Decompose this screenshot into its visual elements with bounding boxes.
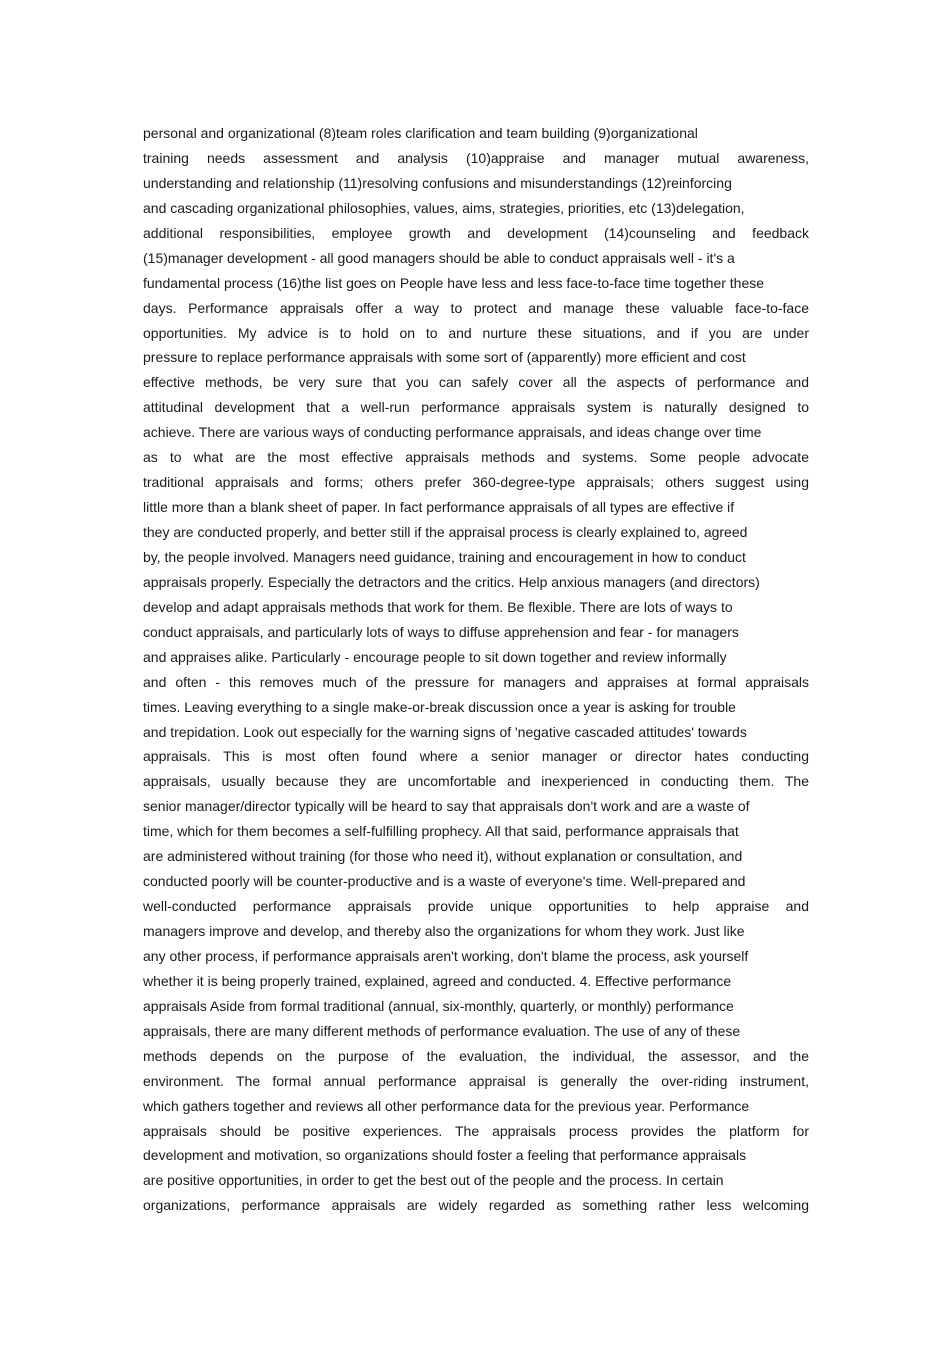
- text-line: and often - this removes much of the pressure for managers and appraises at formal appraisals: [143, 673, 809, 690]
- text-line: methods depends on the purpose of the evaluation, the individual, the assessor, and the: [143, 1047, 809, 1064]
- text-line: organizations, performance appraisals are widely regarded as something rather less welcoming: [143, 1197, 809, 1214]
- text-line: they are conducted properly, and better still if the appraisal process is clearly explained to, agreed: [143, 524, 748, 540]
- text-line: whether it is being properly trained, explained, agreed and conducted. 4. Effective performance: [143, 972, 732, 989]
- text-line: are administered without training (for those who need it), without explanation or consultation, and: [143, 848, 743, 865]
- text-line: as to what are the most effective appraisals methods and systems. Some people advocate: [143, 449, 809, 466]
- text-line: effective methods, be very sure that you can safely cover all the aspects of performance and: [143, 374, 809, 391]
- text-line: senior manager/director typically will be heard to say that appraisals don't work and are a waste of: [143, 798, 750, 815]
- text-line: traditional appraisals and forms; others prefer 360-degree-type appraisals; others suggest using: [143, 474, 809, 491]
- text-line: opportunities. My advice is to hold on to and nurture these situations, and if you are under: [143, 324, 809, 341]
- text-line: managers improve and develop, and thereby also the organizations for whom they work. Just like: [143, 923, 745, 939]
- text-line: environment. The formal annual performance appraisal is generally the over-riding instrument,: [143, 1072, 809, 1089]
- text-line: little more than a blank sheet of paper. In fact performance appraisals of all types are effective if: [143, 499, 735, 516]
- text-line: pressure to replace performance appraisals with some sort of (apparently) more efficient and cost: [143, 349, 746, 366]
- text-line: any other process, if performance appraisals aren't working, don't blame the process, ask yourself: [143, 947, 749, 964]
- text-line: appraisals properly. Especially the detractors and the critics. Help anxious managers (and directors): [143, 573, 760, 590]
- text-line: achieve. There are various ways of conducting performance appraisals, and ideas change over time: [143, 424, 762, 441]
- text-line: (15)manager development - all good managers should be able to conduct appraisals well - it's a: [143, 249, 735, 266]
- text-line: days. Performance appraisals offer a way to protect and manage these valuable face-to-face: [143, 299, 809, 316]
- text-line: which gathers together and reviews all other performance data for the previous year. Performance: [143, 1097, 750, 1114]
- text-line: appraisals Aside from formal traditional (annual, six-monthly, quarterly, or monthly) performance: [143, 997, 734, 1014]
- text-line: by, the people involved. Managers need guidance, training and encouragement in how to conduct: [143, 548, 746, 565]
- text-line: training needs assessment and analysis (10)appraise and manager mutual awareness,: [143, 149, 809, 166]
- text-line: development and motivation, so organizations should foster a feeling that performance appraisals: [143, 1147, 747, 1164]
- text-line: additional responsibilities, employee growth and development (14)counseling and feedback: [143, 224, 809, 241]
- text-line: appraisals should be positive experiences. The appraisals process provides the platform for: [143, 1122, 809, 1139]
- text-line: understanding and relationship (11)resolving confusions and misunderstandings (12)reinforcing: [143, 174, 732, 191]
- text-line: personal and organizational (8)team roles clarification and team building (9)organizational: [143, 125, 698, 141]
- text-line: and appraises alike. Particularly - encourage people to sit down together and review informally: [143, 648, 727, 665]
- text-line: conduct appraisals, and particularly lots of ways to diffuse apprehension and fear - for managers: [143, 623, 739, 640]
- text-line: time, which for them becomes a self-fulfilling prophecy. All that said, performance appraisals that: [143, 823, 739, 840]
- text-line: well-conducted performance appraisals provide unique opportunities to help appraise and: [143, 898, 809, 915]
- text-line: develop and adapt appraisals methods that work for them. Be flexible. There are lots of ways to: [143, 598, 733, 615]
- text-line: and trepidation. Look out especially for the warning signs of 'negative cascaded attitudes' towards: [143, 723, 747, 740]
- text-line: appraisals. This is most often found where a senior manager or director hates conducting: [143, 748, 809, 765]
- text-line: attitudinal development that a well-run performance appraisals system is naturally designed to: [143, 399, 809, 416]
- text-line: times. Leaving everything to a single make-or-break discussion once a year is asking for trouble: [143, 698, 736, 715]
- text-line: appraisals, usually because they are uncomfortable and inexperienced in conducting them. The: [143, 773, 809, 790]
- text-line: and cascading organizational philosophies, values, aims, strategies, priorities, etc (13)delegation,: [143, 199, 745, 216]
- text-line: fundamental process (16)the list goes on People have less and less face-to-face time together these: [143, 274, 765, 291]
- text-line: appraisals, there are many different methods of performance evaluation. The use of any of these: [143, 1022, 741, 1039]
- body-text: [143, 121, 809, 1218]
- text-line: conducted poorly will be counter-productive and is a waste of everyone's time. Well-prepared and: [143, 873, 746, 890]
- text-line: are positive opportunities, in order to get the best out of the people and the process. In certain: [143, 1172, 724, 1189]
